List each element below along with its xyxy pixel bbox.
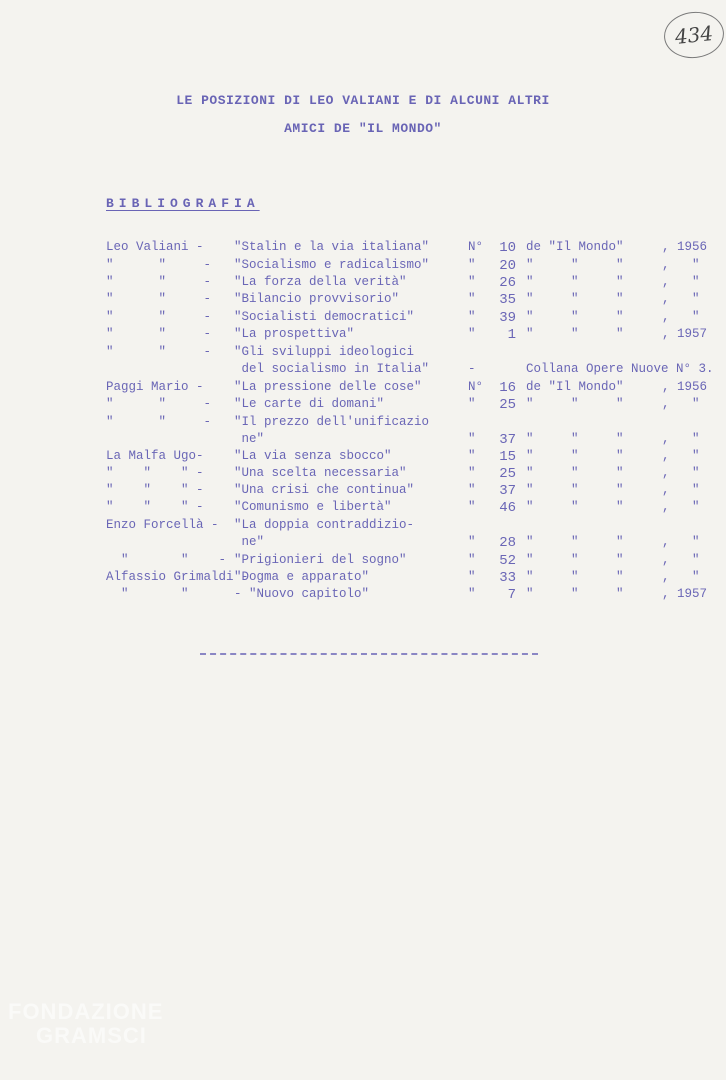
entry-author: Enzo Forcellà - [106, 518, 219, 532]
entry-source: Collana Opere Nuove N° 3. [526, 362, 714, 376]
watermark-line-1: FONDAZIONE [8, 999, 164, 1024]
bibliography-heading: BIBLIOGRAFIA [106, 196, 260, 211]
entry-title: del socialismo in Italia" [234, 362, 430, 376]
bibliography-row [106, 449, 706, 467]
entry-number-prefix: N° [468, 380, 484, 394]
entry-source: " " " [526, 327, 624, 341]
entry-title: "Bilancio provvisorio" [234, 292, 400, 306]
entry-year: , " [662, 466, 700, 480]
document-title-line-1: LE POSIZIONI DI LEO VALIANI E DI ALCUNI ALTRI [176, 93, 550, 108]
entry-year: , " [662, 570, 700, 584]
entry-issue-number: 20 [499, 258, 516, 274]
entry-title: "La forza della verità" [234, 275, 407, 289]
entry-number-prefix: " [468, 397, 476, 411]
entry-issue-number: 39 [499, 310, 516, 326]
entry-number-prefix: " [468, 449, 476, 463]
entry-source: " " " [526, 275, 624, 289]
entry-source: " " " [526, 483, 624, 497]
entry-issue-number: 26 [499, 275, 516, 291]
bibliography-row [106, 553, 706, 571]
entry-issue-number: 37 [499, 432, 516, 448]
entry-author: Leo Valiani - [106, 240, 204, 254]
bibliography-row [106, 415, 706, 433]
entry-issue-number: 15 [499, 449, 516, 465]
entry-year: , 1957 [662, 587, 708, 601]
bibliography-row [106, 500, 706, 518]
entry-number-prefix: - [468, 362, 476, 376]
entry-source: " " " [526, 466, 624, 480]
entry-year: , " [662, 449, 700, 463]
entry-author: " " - [106, 345, 212, 359]
entry-source: " " " [526, 397, 624, 411]
entry-year: , " [662, 500, 700, 514]
entry-source: de "Il Mondo" [526, 380, 624, 394]
entry-title: - "Nuovo capitolo" [234, 587, 370, 601]
entry-year: , 1957 [662, 327, 708, 341]
entry-source: " " " [526, 310, 624, 324]
entry-author: " " - [106, 310, 212, 324]
entry-number-prefix: " [468, 275, 476, 289]
bibliography-row [106, 327, 706, 345]
entry-issue-number: 33 [499, 570, 516, 586]
bibliography-row [106, 483, 706, 501]
entry-title: "Gli sviluppi ideologici [234, 345, 415, 359]
bibliography-row [106, 362, 714, 380]
bibliography-row [106, 466, 706, 484]
entry-author: " " - [106, 397, 212, 411]
entry-source: de "Il Mondo" [526, 240, 624, 254]
entry-issue-number: 1 [507, 327, 516, 343]
entry-author: " " - [106, 415, 212, 429]
entry-title: "La pressione delle cose" [234, 380, 422, 394]
entry-year: , " [662, 258, 700, 272]
entry-year: , " [662, 397, 700, 411]
bibliography-row [106, 345, 706, 363]
entry-author: La Malfa Ugo- [106, 449, 204, 463]
entry-author: " " - [106, 258, 212, 272]
entry-author: " " " - [106, 500, 204, 514]
entry-number-prefix: " [468, 258, 476, 272]
archive-watermark-logo [8, 1000, 163, 1048]
entry-title: "Stalin e la via italiana" [234, 240, 430, 254]
entry-number-prefix: " [468, 432, 476, 446]
entry-year: , 1956 [662, 380, 708, 394]
entry-title: "Le carte di domani" [234, 397, 385, 411]
watermark-line-2: GRAMSCI [36, 1023, 147, 1048]
entry-issue-number: 28 [499, 535, 516, 551]
entry-author: " " " - [106, 483, 204, 497]
entry-source: " " " [526, 449, 624, 463]
entry-source: " " " [526, 570, 624, 584]
bibliography-row [106, 258, 706, 276]
entry-issue-number: 35 [499, 292, 516, 308]
entry-source: " " " [526, 500, 624, 514]
entry-year: , " [662, 483, 700, 497]
entry-year: , " [662, 310, 700, 324]
entry-title: "Socialisti democratici" [234, 310, 415, 324]
entry-number-prefix: " [468, 310, 476, 324]
entry-author: " " [106, 587, 189, 601]
entry-number-prefix: " [468, 570, 476, 584]
entry-issue-number: 46 [499, 500, 516, 516]
bibliography-row [106, 292, 706, 310]
entry-title: "Una scelta necessaria" [234, 466, 407, 480]
entry-author: Alfassio Grimaldi - [106, 570, 249, 584]
bibliography-row [106, 310, 706, 328]
entry-source: " " " [526, 258, 624, 272]
entry-title: "Prigionieri del sogno" [234, 553, 407, 567]
entry-source: " " " [526, 535, 624, 549]
bibliography-row [106, 275, 706, 293]
entry-issue-number: 25 [499, 397, 516, 413]
entry-title: "La via senza sbocco" [234, 449, 392, 463]
entry-author: " " - [106, 292, 212, 306]
entry-author: " " - [106, 327, 212, 341]
entry-number-prefix: N° [468, 240, 484, 254]
entry-source: " " " [526, 587, 624, 601]
entry-source: " " " [526, 553, 624, 567]
entry-number-prefix: " [468, 483, 476, 497]
entry-year: , 1956 [662, 240, 708, 254]
entry-title: "Comunismo e libertà" [234, 500, 392, 514]
entry-issue-number: 16 [499, 380, 516, 396]
entry-source: " " " [526, 432, 624, 446]
entry-title: "Il prezzo dell'unificazio [234, 415, 430, 429]
entry-year: , " [662, 432, 700, 446]
entry-issue-number: 10 [499, 240, 516, 256]
entry-year: , " [662, 292, 700, 306]
entry-author: " " - [106, 275, 212, 289]
entry-number-prefix: " [468, 327, 476, 341]
entry-issue-number: 25 [499, 466, 516, 482]
entry-title: "Socialismo e radicalismo" [234, 258, 430, 272]
bibliography-row [106, 570, 706, 588]
entry-number-prefix: " [468, 553, 476, 567]
entry-issue-number: 52 [499, 553, 516, 569]
entry-title: ne" [234, 432, 265, 446]
entry-number-prefix: " [468, 500, 476, 514]
entry-issue-number: 37 [499, 483, 516, 499]
document-title-line-2: AMICI DE "IL MONDO" [284, 121, 442, 136]
entry-title: "La doppia contraddizio- [234, 518, 415, 532]
entry-title: ne" [234, 535, 265, 549]
entry-author: " " " - [106, 466, 204, 480]
entry-source: " " " [526, 292, 624, 306]
entry-title: "La prospettiva" [234, 327, 355, 341]
entry-issue-number: 7 [507, 587, 516, 603]
bibliography-row [106, 518, 706, 536]
entry-title: "Una crisi che continua" [234, 483, 415, 497]
bibliography-row [106, 535, 706, 553]
entry-number-prefix: " [468, 535, 476, 549]
page-number-stamp: 434 [662, 9, 726, 61]
entry-number-prefix: " [468, 587, 476, 601]
bibliography-row [106, 587, 706, 605]
entry-year: , " [662, 553, 700, 567]
entry-author: Paggi Mario - [106, 380, 204, 394]
entry-year: , " [662, 275, 700, 289]
entry-title: "Dogma e apparato" [234, 570, 370, 584]
bibliography-row [106, 432, 706, 450]
entry-year: , " [662, 535, 700, 549]
entry-number-prefix: " [468, 292, 476, 306]
closing-dashed-rule [200, 653, 538, 655]
bibliography-row [106, 397, 706, 415]
bibliography-row [106, 380, 706, 398]
bibliography-row [106, 240, 706, 258]
entry-author: " " - [106, 553, 227, 567]
entry-number-prefix: " [468, 466, 476, 480]
